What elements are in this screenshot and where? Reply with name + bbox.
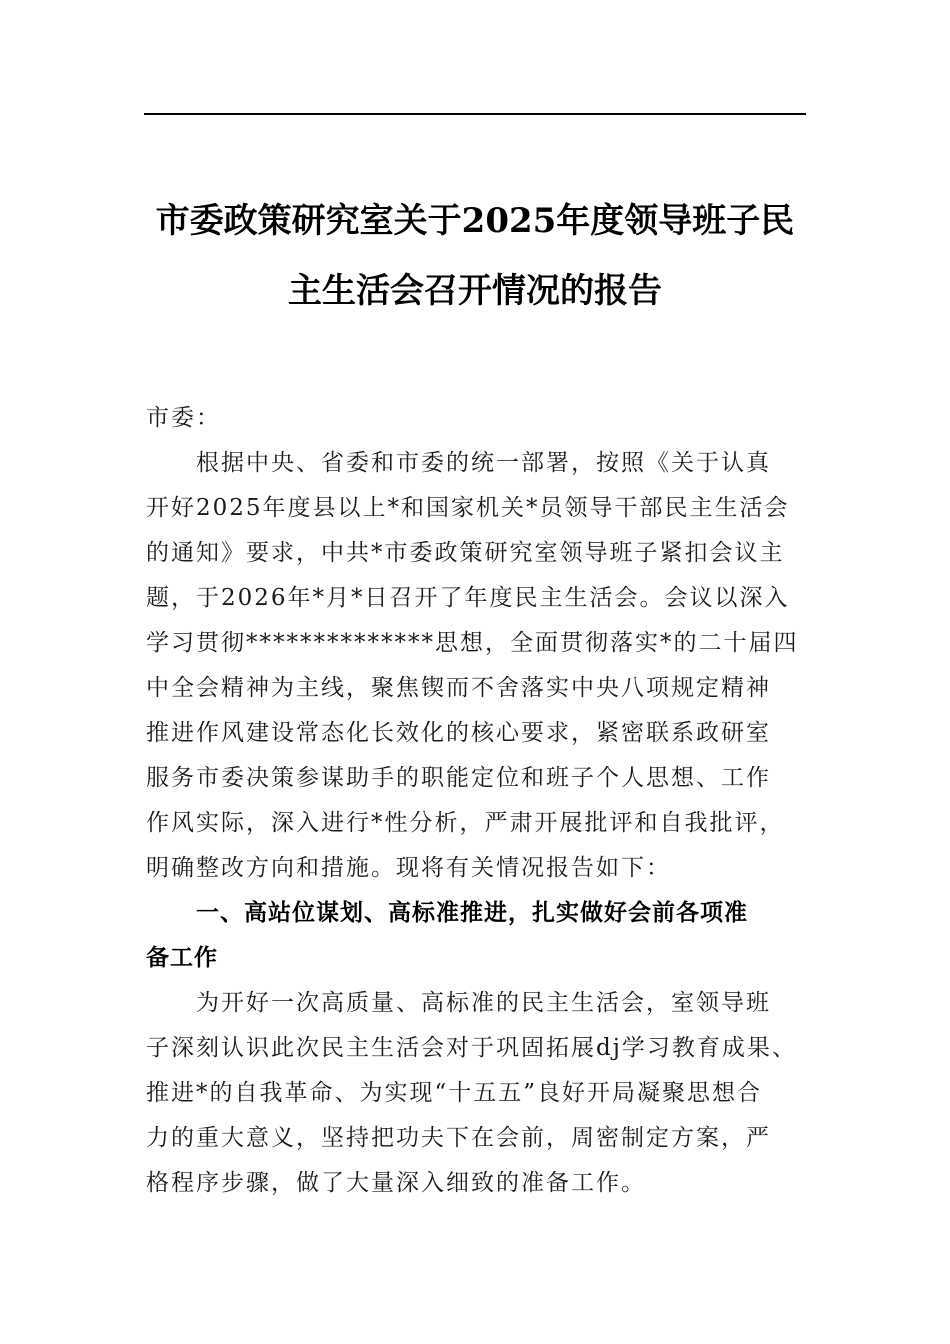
section1-heading-line-2: 备工作: [146, 945, 218, 971]
document-title: [120, 186, 830, 326]
paragraph1-line-8: 服务市委决策参谋助手的职能定位和班子个人思想、工作: [146, 765, 771, 791]
paragraph2-line-2: 子深刻认识此次民主生活会对于巩固拓展dj学习教育成果、: [146, 1035, 797, 1061]
title-line-2: 主生活会召开情况的报告: [288, 271, 662, 311]
header-rule: [144, 113, 806, 115]
paragraph1-line-2: 开好2025年度县以上*和国家机关*员领导干部民主生活会: [146, 495, 790, 521]
paragraph2-line-3: 推进*的自我革命、为实现“十五五”良好开局凝聚思想合: [146, 1080, 763, 1106]
section1-heading-line-1: 一、高站位谋划、高标准推进，扎实做好会前各项准: [196, 900, 748, 926]
paragraph1-line-5: 学习贯彻**************思想，全面贯彻落实*的二十届四: [146, 630, 799, 656]
document-body: [146, 396, 812, 1206]
paragraph1-line-1: 根据中央、省委和市委的统一部署，按照《关于认真: [196, 450, 771, 476]
paragraph1-line-6: 中全会精神为主线，聚焦锲而不舍落实中央八项规定精神: [146, 675, 771, 701]
paragraph1-line-10: 明确整改方向和措施。现将有关情况报告如下：: [146, 855, 671, 881]
paragraph1-line-7: 推进作风建设常态化长效化的核心要求，紧密联系政研室: [146, 720, 771, 746]
paragraph2-line-4: 力的重大意义，坚持把功夫下在会前，周密制定方案，严: [146, 1125, 771, 1151]
title-line-1: 市委政策研究室关于2025年度领导班子民: [155, 201, 795, 241]
salutation: 市委：: [146, 405, 221, 431]
paragraph1-line-4: 题，于2026年*月*日召开了年度民主生活会。会议以深入: [146, 585, 790, 611]
paragraph2-line-1: 为开好一次高质量、高标准的民主生活会，室领导班: [196, 990, 771, 1016]
paragraph1-line-9: 作风实际，深入进行*性分析，严肃开展批评和自我批评，: [146, 810, 785, 836]
paragraph1-line-3: 的通知》要求，中共*市委政策研究室领导班子紧扣会议主: [146, 540, 785, 566]
paragraph2-line-5: 格程序步骤，做了大量深入细致的准备工作。: [146, 1170, 646, 1196]
